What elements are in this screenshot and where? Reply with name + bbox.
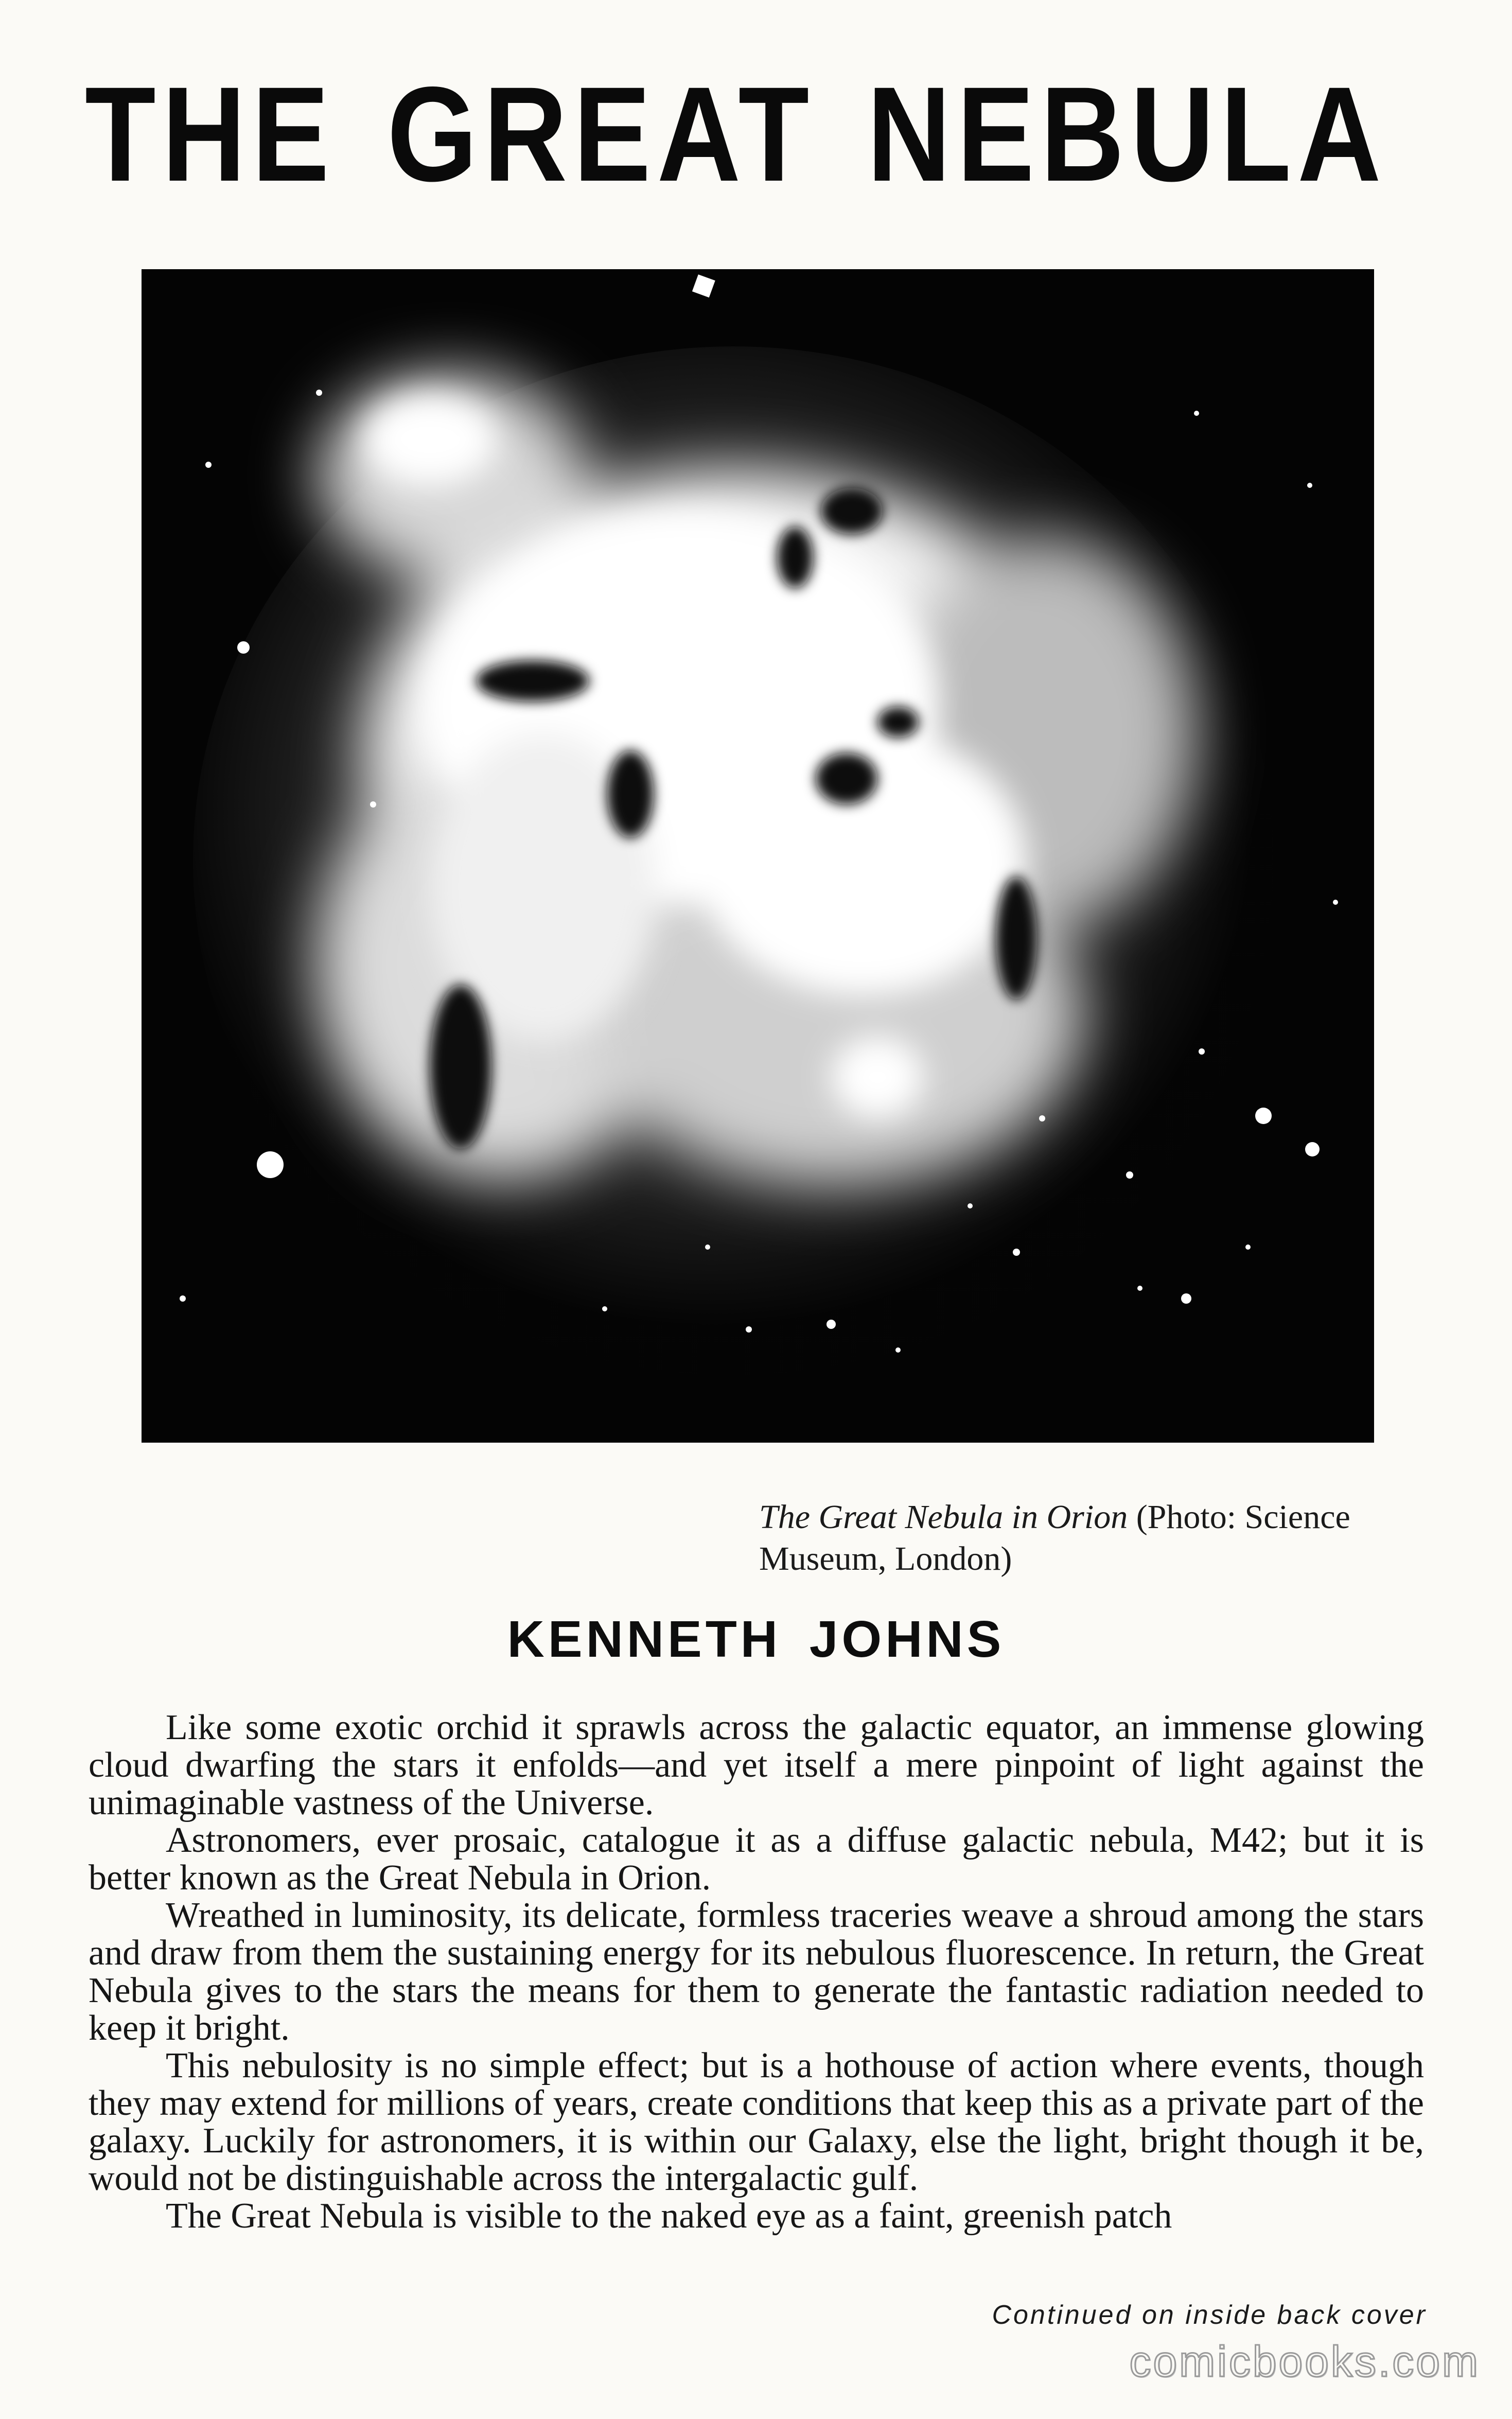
nebula-image <box>142 269 1374 1443</box>
photo-caption <box>759 1497 1438 1580</box>
caption-credit: (Photo: Science Museum, London) <box>759 1498 1350 1577</box>
paragraph: Like some exotic orchid it sprawls across the galactic equator, an immense glowing cloud dwarfing the stars it enfolds—and yet itself a mere pinpoint of light against the unimaginable vastness of the Universe. <box>89 1708 1424 1822</box>
watermark: comicbooks.com <box>1129 2337 1480 2386</box>
paragraph: Astronomers, ever prosaic, catalogue it as a diffuse galactic nebula, M42; but it is better known as the Great Nebula in Orion. <box>89 1820 1424 1898</box>
caption-title: The Great Nebula in Orion <box>759 1498 1128 1536</box>
paragraph: This nebulosity is no simple effect; but is a hothouse of action where events, though they may extend for millions of years, create conditions that keep this as a private part of the galaxy. Luckily for astronomers, it is within our Galaxy, else the light, bright though it be, would not be distinguishable across the intergalactic gulf. <box>89 2046 1424 2198</box>
nebula-photo <box>142 269 1374 1443</box>
paragraph: Wreathed in luminosity, its delicate, formless traceries weave a shroud among the stars and draw from them the sustaining energy for its nebulous fluorescence. In return, the Great Nebula gives to the stars the means for them to generate the fantastic radiation needed to keep it bright. <box>89 1896 1424 2048</box>
continued-note: Continued on inside back cover <box>992 2300 1427 2330</box>
author-byline: KENNETH JOHNS <box>507 1610 1005 1668</box>
headline: THE GREAT NEBULA <box>85 59 1387 209</box>
article-body <box>89 1709 1424 2235</box>
paragraph: The Great Nebula is visible to the naked eye as a faint, greenish patch <box>166 2196 1172 2236</box>
